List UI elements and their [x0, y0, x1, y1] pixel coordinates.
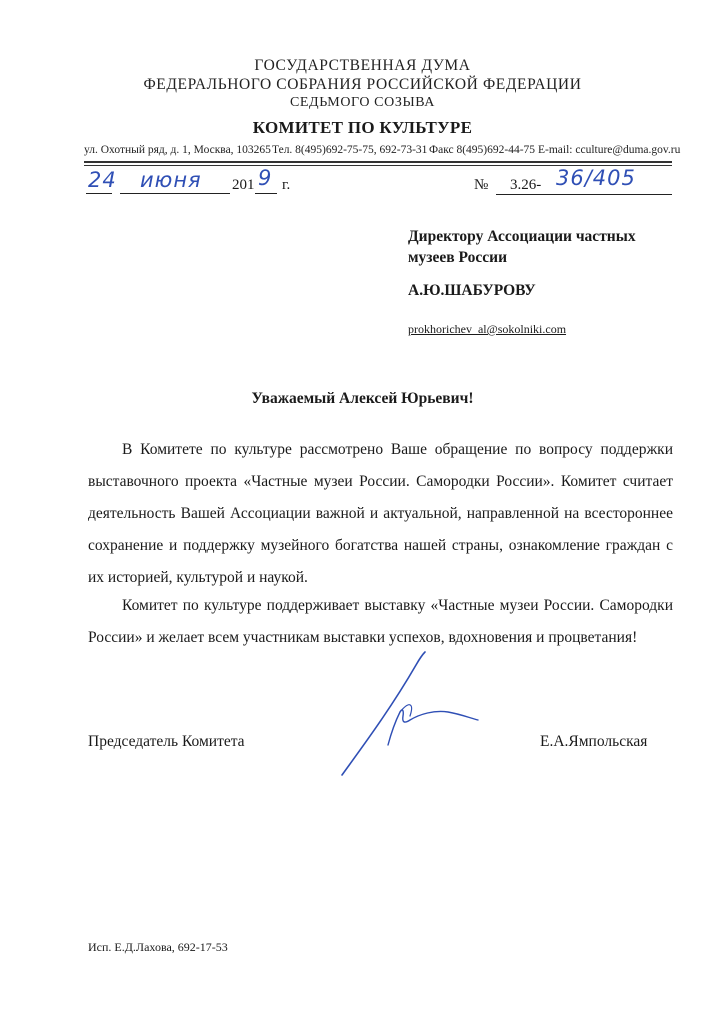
reference-handwritten: 36/405	[556, 166, 636, 190]
date-month: июня	[140, 168, 202, 192]
date-year-suffix: 9	[258, 166, 273, 190]
committee-name: КОМИТЕТ ПО КУЛЬТУРЕ	[252, 118, 473, 137]
date-year-prefix: 201	[232, 177, 255, 193]
letterhead-address: ул. Охотный ряд, д. 1, Москва, 103265	[84, 144, 271, 156]
reference-underline	[496, 194, 672, 195]
signature-name: Е.А.Ямпольская	[540, 733, 648, 750]
body-paragraph-2: Комитет по культуре поддерживает выставку «Частные музеи России. Самородки России» и желает всем участникам выставки успехов, вдохновения и процветания!	[88, 597, 673, 646]
date-day: 24	[88, 168, 117, 192]
letterhead-line-2: ФЕДЕРАЛЬНОГО СОБРАНИЯ РОССИЙСКОЙ ФЕДЕРАЦИИ	[143, 76, 582, 93]
date-year-label: г.	[282, 177, 291, 193]
addressee-name: А.Ю.ШАБУРОВУ	[408, 282, 536, 299]
letterhead-rule-top	[84, 161, 672, 163]
letterhead-phone: Тел. 8(495)692-75-75, 692-73-31	[272, 144, 428, 156]
signature-title: Председатель Комитета	[88, 733, 245, 750]
addressee-email: prokhorichev_al@sokolniki.com	[408, 322, 567, 336]
reference-number-sign: №	[474, 177, 489, 193]
executor-info: Исп. Е.Д.Лахова, 692-17-53	[88, 940, 228, 954]
greeting: Уважаемый Алексей Юрьевич!	[251, 390, 474, 407]
letterhead-fax: Факс 8(495)692-44-75	[429, 144, 536, 156]
addressee-position: Директору Ассоциации частных музеев России	[408, 228, 636, 266]
letterhead-line-1: ГОСУДАРСТВЕННАЯ ДУМА	[254, 57, 471, 74]
reference-prefix: 3.26-	[510, 177, 542, 193]
body-paragraph-1: В Комитете по культуре рассмотрено Ваше обращение по вопросу поддержки выставочного проекта «Частные музеи России. Самородки России». Комитет считает деятельность Вашей Ассоциации важной и актуальной, направленной на всестороннее сохранение и поддержку музейного богатства нашей страны, ознакомление граждан с их историей, культурой и наукой.	[88, 441, 673, 586]
letterhead-email: E-mail: cculture@duma.gov.ru	[538, 144, 681, 156]
date-day-underline	[86, 193, 112, 194]
handwritten-signature	[330, 640, 500, 780]
date-year-underline	[255, 193, 277, 194]
date-month-underline	[120, 193, 230, 194]
letterhead-line-3: СЕДЬМОГО СОЗЫВА	[289, 95, 436, 110]
